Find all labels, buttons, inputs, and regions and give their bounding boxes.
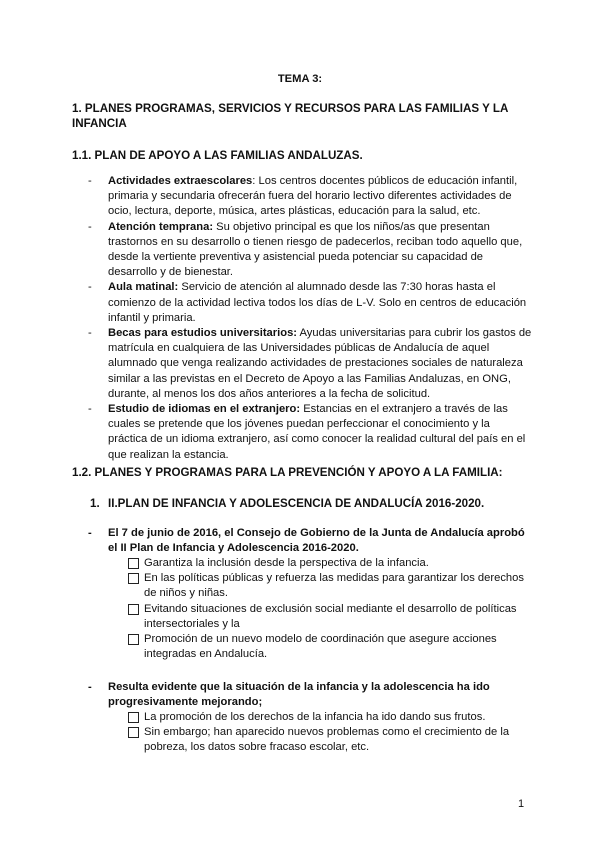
checklist-item: Promoción de un nuevo modelo de coordinación que asegure acciones integradas en Andalucía. [108,632,528,662]
list-item: - Estudio de idiomas en el extranjero: Estancias en el extranjero a través de las cuales se pretende que los jóvenes puedan perfeccionar el conocimiento y la práctica de un idioma extranjero, así como conocer la realidad cultural del país en el que realizan la estancia. [88,403,526,461]
situation-checklist [108,710,528,756]
numbered-heading: 1. II.PLAN DE INFANCIA Y ADOLESCENCIA DE ANDALUCÍA 2016-2020. [90,497,485,510]
checkbox-icon [128,712,139,723]
page-title: TEMA 3: [277,73,323,85]
list-item: - Aula matinal: Servicio de atención al alumnado desde las 7:30 horas hasta el comienzo de la actividad lectiva todos los días de L-V. Solo en centros de educación infantil y primaria. [88,281,527,324]
plan-checklist [108,556,528,662]
checklist-item: Sin embargo; han aparecido nuevos problemas como el crecimiento de la pobreza, los datos sobre fracaso escolar, etc. [108,725,528,755]
checklist-item: Garantiza la inclusión desde la perspectiva de la infancia. [108,556,528,571]
section-heading-1: 1. PLANES PROGRAMAS, SERVICIOS Y RECURSOS PARA LAS FAMILIAS Y LA INFANCIA [72,102,508,131]
checklist-item: En las políticas públicas y refuerza las medidas para garantizar los derechos de niños y niñas. [108,571,528,601]
checklist-item: Evitando situaciones de exclusión social mediante el desarrollo de políticas intersectoriales y la [108,602,528,632]
list-item: - Actividades extraescolares: Los centros docentes públicos de educación infantil, primaria y secundaria ofrecerán fuera del horario lectivo diferentes actividades de ocio, lectura, deporte, música, artes plásticas, educación para la salud, etc. [88,175,518,218]
services-list [72,174,532,463]
checkbox-icon [128,634,139,645]
section-heading-1-1: 1.1. PLAN DE APOYO A LAS FAMILIAS ANDALUZAS. [72,149,363,162]
checkbox-icon [128,558,139,569]
checkbox-icon [128,604,139,615]
section-heading-1-2: 1.2. PLANES Y PROGRAMAS PARA LA PREVENCIÓN Y APOYO A LA FAMILIA: [72,466,503,479]
plan-approval-paragraph: - El 7 de junio de 2016, el Consejo de Gobierno de la Junta de Andalucía aprobó el II Plan de Infancia y Adolescencia 2016-2020. [88,527,525,555]
list-item: - Atención temprana: Su objetivo principal es que los niños/as que presentan trastornos en su desarrollo o tienen riesgo de padecerlos, reciban todo aquello que, desde la vertiente preventiva y asistencial pueda potenciar su capacidad de desarrollo y de bienestar. [88,220,523,279]
checkbox-icon [128,727,139,738]
situation-paragraph: - Resulta evidente que la situación de la infancia y la adolescencia ha ido progresivamente mejorando; [88,681,490,709]
checklist-item: La promoción de los derechos de la infancia ha ido dando sus frutos. [108,710,528,725]
page-number: 1 [518,798,525,810]
list-item: - Becas para estudios universitarios: Ayudas universitarias para cubrir los gastos de matrícula en cualquiera de las Universidades públicas de Andalucía de aquel alumnado que venga realizando actividades de prestaciones sociales de naturaleza similar a las previstas en el Decreto de Apoyo a las Familias Andaluzas, en ONG, durante, al menos los dos años anteriores a la fecha de solicitud. [88,327,532,400]
checkbox-icon [128,573,139,584]
